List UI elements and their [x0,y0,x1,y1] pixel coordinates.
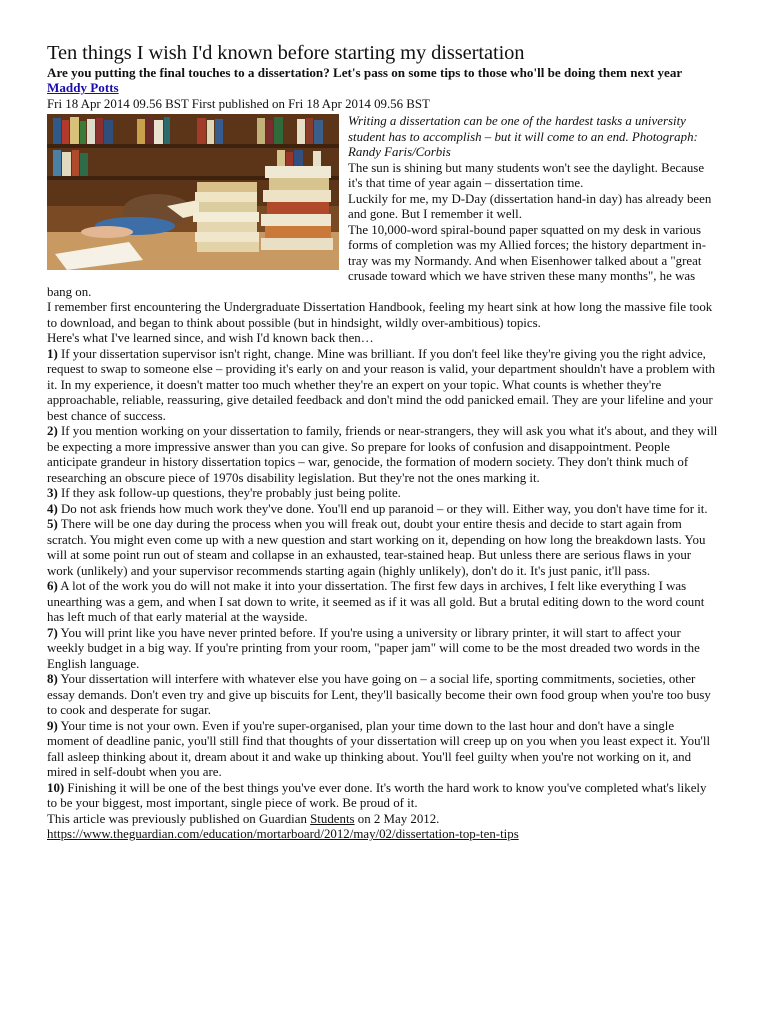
tip-text: If your dissertation supervisor isn't right, change. Mine was brilliant. If you don't feel like they're giving you the right advice, request to swap to someone else – providing it's early on and your reason is valid, your department shouldn't have a problem with it. In my experience, it doesn't matter too much whether they're an expert on your topic. What counts is whether they're approachable, reliable, reassuring, give detailed feedback and don't mind the odd panicked email. They are your lifeline and your best chance of success. [47,346,716,423]
tip-number: 7) [47,625,58,640]
tip-item [47,517,719,579]
intro-paragraph: I remember first encountering the Undergraduate Dissertation Handbook, feeling my heart sink at how long the massive file took to download, and began to think about possible (but in hindsight, wildly over-ambitious) topics. [47,300,713,330]
source-url-line [47,827,719,843]
tip-text: You will print like you have never printed before. If you're using a university or library printer, it will start to affect your weekly budget in a big way. If you're printing from your room, "paper jam" will come to be the most dreaded two words in the English language. [47,625,700,671]
tip-number: 5) [47,517,58,532]
tip-text: Your dissertation will interfere with whatever else you have going on – a social life, sporting commitments, societies, other essay demands. Don't even try and give up biscuits for Lent, they'll basically become their own food group when you're too busy to cook and desperate for sugar. [47,672,711,718]
republish-text: This article was previously published on Guardian [47,811,311,826]
article [47,41,719,843]
tip-number: 1) [47,346,58,361]
tip-text: Finishing it will be one of the best things you've ever done. It's worth the hard work to know you've completed what's likely to be your biggest, most important, single piece of work. Be proud of it. [47,780,707,811]
tip-number: 9) [47,718,58,733]
intro-paragraph: The 10,000-word spiral-bound paper squatted on my desk in various forms of completion was my Allied forces; the history department in-tray was my Normandy. And when Eisenhower talked about a "great crusade toward which we have striven these many months", he was bang on. [47,222,706,299]
tip-item [47,347,719,425]
tip-number: 8) [47,672,58,687]
tip-item [47,719,719,781]
tip-text: A lot of the work you do will not make it into your dissertation. The first few days in archives, I felt like everything I was unearthing was a gem, and when I sat down to write, it seemed as if it was all gold. But a brutal editing down to the word count has left much of that early material at the wayside. [47,579,705,625]
dateline: Fri 18 Apr 2014 09.56 BST First published on Fri 18 Apr 2014 09.56 BST [47,96,430,111]
tip-text: There will be one day during the process when you will freak out, doubt your entire thesis and decide to start again from scratch. You might even come up with a new question and start working on it, depending on how long the breakdown lasts. You will at some point run out of steam and collapse in an exhausted, tear-stained heap. But unless there are serious flaws in your work (unlikely) and your supervisor recommends starting again (highly unlikely), don't do it. It's just panic, it'll pass. [47,517,706,578]
republish-note [47,812,719,828]
article-standfirst: Are you putting the final touches to a dissertation? Let's pass on some tips to those who'll be doing them next year [47,65,683,80]
article-title: Ten things I wish I'd known before starting my dissertation [47,42,525,64]
tip-number: 3) [47,486,58,501]
tip-item [47,502,719,518]
source-url-link[interactable]: https://www.theguardian.com/education/mortarboard/2012/may/02/dissertation-top-ten-tips [47,827,519,842]
tip-item [47,672,719,719]
tip-text: If they ask follow-up questions, they're probably just being polite. [60,486,401,501]
article-photo [47,114,339,270]
tip-item [47,781,719,812]
tip-number: 6) [47,579,58,594]
intro-paragraph: Here's what I've learned since, and wish I'd known back then… [47,331,374,346]
tip-number: 4) [47,501,58,516]
photo-caption: Writing a dissertation can be one of the hardest tasks a university student has to accomplish – but it will come to an end. Photograph: Randy Faris/Corbis [348,114,698,160]
tip-item [47,626,719,673]
republish-date: on 2 May 2012. [354,811,440,826]
intro-paragraph: Luckily for me, my D-Day (dissertation hand-in day) has already been and gone. But I remember it well. [348,191,712,222]
tip-item [47,579,719,626]
tip-number: 2) [47,424,58,439]
tip-text: Do not ask friends how much work they've done. You'll end up paranoid – or they will. Either way, you don't have time for it. [60,501,708,516]
author-link[interactable]: Maddy Potts [47,80,119,96]
tip-text: If you mention working on your dissertation to family, friends or near-strangers, they will ask you what it's about, and they will be expecting a more impressive answer than you can give. So prepare for looks of confusion and disappointment. People anticipate grandeur in history dissertation topics – war, genocide, the formation of modern society. They don't think much of researching an obscure piece of 1970s disability legislation. But they're not the ones marking it. [47,424,718,485]
intro-paragraph: The sun is shining but many students won't see the daylight. Because it's that time of year again – dissertation time. [348,160,705,191]
tip-item [47,424,719,486]
tip-text: Your time is not your own. Even if you're super-organised, plan your time down to the last hour and don't have a single moment of deadline panic, you'll still find that thoughts of your dissertation will creep up on you when you least expect it. You'll fall asleep thinking about it, dream about it and wake up thinking about. You'll feel guilty when you're not working on it, and mired in self-doubt when you are. [47,718,711,780]
tip-number: 10) [47,780,65,795]
tip-item [47,486,719,502]
students-link[interactable]: Students [310,811,355,826]
